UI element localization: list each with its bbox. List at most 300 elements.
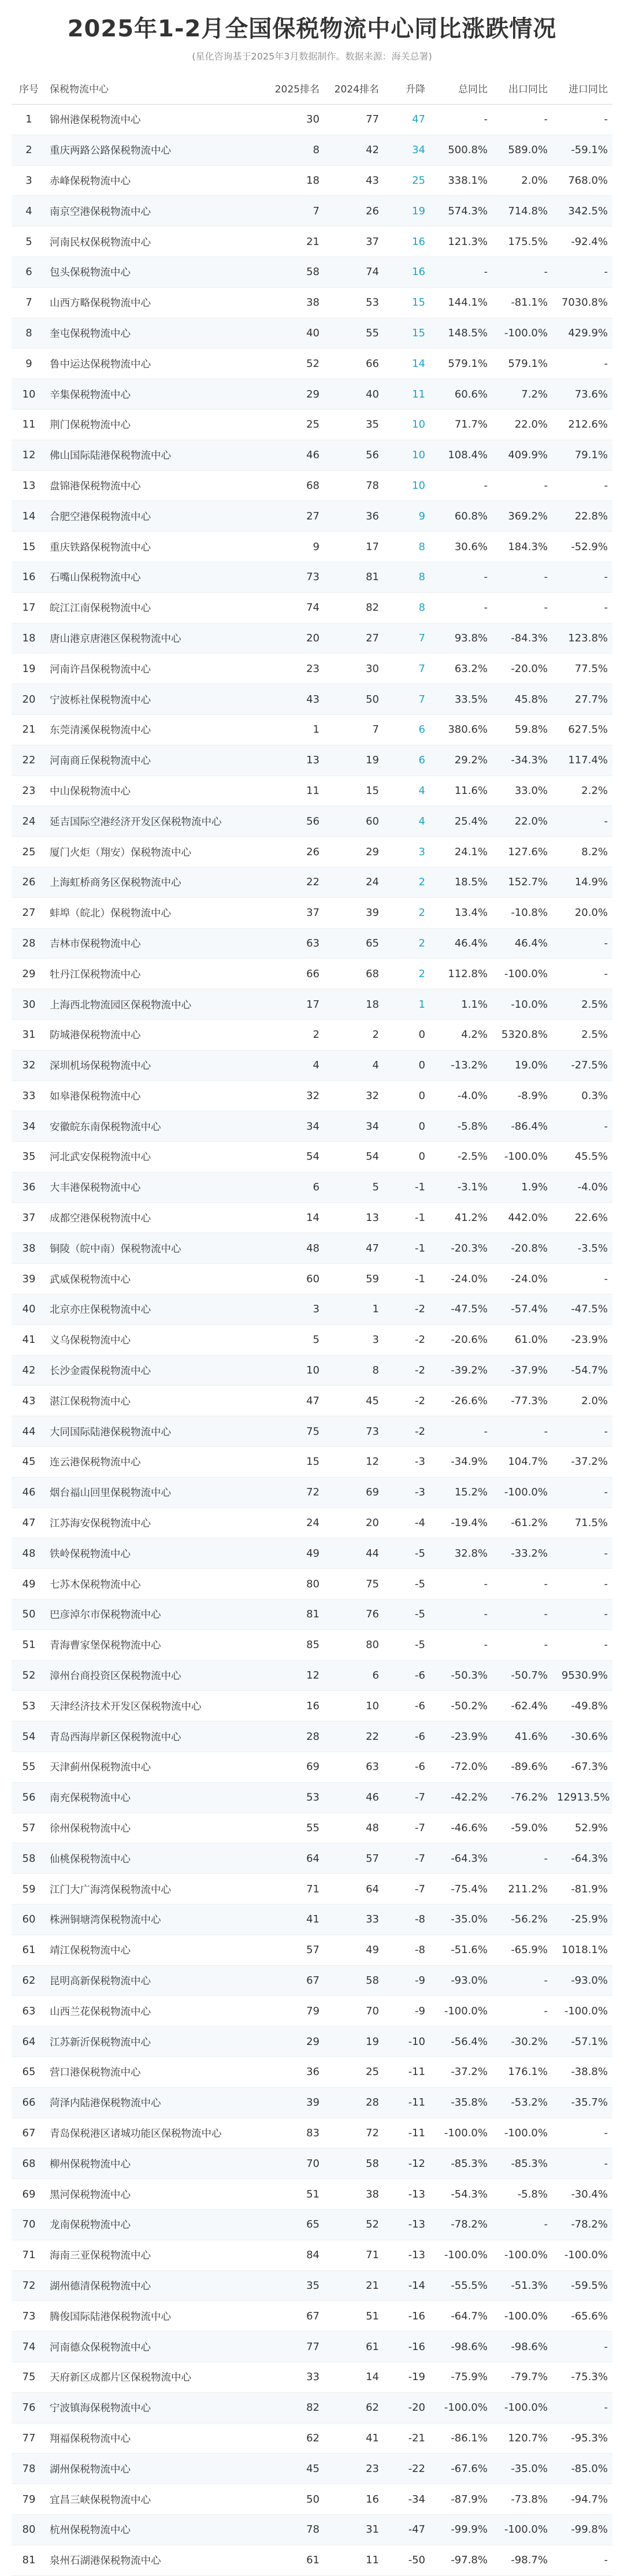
row-index: 54	[12, 1721, 46, 1752]
rank-change: -1	[384, 1202, 430, 1233]
rank-change: -2	[384, 1416, 430, 1447]
row-index: 60	[12, 1905, 46, 1935]
table-row	[12, 1905, 612, 1935]
rank-change: -2	[384, 1355, 430, 1386]
total-yoy: -19.4%	[430, 1508, 492, 1538]
export-yoy: -53.2%	[492, 2087, 552, 2118]
table-row	[12, 2423, 612, 2453]
rank-2024: 8	[324, 1355, 384, 1386]
row-index: 62	[12, 1965, 46, 1996]
page-title: 2025年1-2月全国保税物流中心同比涨跌情况	[67, 16, 557, 42]
rank-2024: 11	[324, 2545, 384, 2575]
table-row	[12, 165, 612, 196]
total-yoy: -39.2%	[430, 1355, 492, 1386]
export-yoy: -79.7%	[492, 2362, 552, 2392]
header-export-yoy: 出口同比	[492, 72, 552, 105]
rank-2025: 13	[265, 745, 324, 775]
rank-change: 7	[384, 654, 430, 684]
rank-change: -34	[384, 2484, 430, 2515]
export-yoy: -50.7%	[492, 1660, 552, 1691]
total-yoy: -	[430, 105, 492, 135]
export-yoy: -	[492, 470, 552, 501]
rank-change: 15	[384, 287, 430, 318]
center-name: 天津蓟州保税物流中心	[46, 1752, 265, 1783]
total-yoy: 148.5%	[430, 318, 492, 348]
rank-2024: 26	[324, 196, 384, 227]
table-row	[12, 1294, 612, 1325]
center-name: 大同国际陆港保税物流中心	[46, 1416, 265, 1447]
import-yoy: 9530.9%	[552, 1660, 612, 1691]
rank-2024: 82	[324, 592, 384, 623]
export-yoy: -62.4%	[492, 1691, 552, 1721]
row-index: 48	[12, 1538, 46, 1569]
export-yoy: -77.3%	[492, 1386, 552, 1416]
total-yoy: -	[430, 257, 492, 287]
row-index: 1	[12, 105, 46, 135]
rank-2024: 13	[324, 1202, 384, 1233]
export-yoy: -89.6%	[492, 1752, 552, 1783]
rank-2024: 76	[324, 1599, 384, 1630]
table-row	[12, 196, 612, 227]
total-yoy: -24.0%	[430, 1264, 492, 1294]
import-yoy: 20.0%	[552, 897, 612, 928]
export-yoy: -65.9%	[492, 1935, 552, 1965]
header-rank-2024: 2024排名	[324, 72, 384, 105]
rank-change: 15	[384, 318, 430, 348]
export-yoy: -100.0%	[492, 1477, 552, 1508]
import-yoy: -100.0%	[552, 2240, 612, 2270]
total-yoy: 13.4%	[430, 897, 492, 928]
import-yoy: -37.2%	[552, 1447, 612, 1478]
export-yoy: -	[492, 105, 552, 135]
rank-2025: 5	[265, 1324, 324, 1355]
total-yoy: -4.0%	[430, 1081, 492, 1111]
rank-change: 4	[384, 806, 430, 837]
table-row	[12, 1233, 612, 1264]
center-name: 厦门火炬（翔安）保税物流中心	[46, 837, 265, 867]
import-yoy: 12913.5%	[552, 1782, 612, 1813]
import-yoy: -	[552, 1416, 612, 1447]
center-name: 武威保税物流中心	[46, 1264, 265, 1294]
center-name: 长沙金霞保税物流中心	[46, 1355, 265, 1386]
row-index: 20	[12, 684, 46, 715]
total-yoy: 112.8%	[430, 959, 492, 989]
rank-2024: 19	[324, 745, 384, 775]
export-yoy: -85.3%	[492, 2148, 552, 2179]
rank-2024: 81	[324, 562, 384, 592]
row-index: 42	[12, 1355, 46, 1386]
rank-change: -9	[384, 1996, 430, 2026]
center-name: 防城港保税物流中心	[46, 1019, 265, 1050]
row-index: 59	[12, 1874, 46, 1905]
table-row	[12, 318, 612, 348]
center-name: 山西方略保税物流中心	[46, 287, 265, 318]
rank-2024: 44	[324, 1538, 384, 1569]
row-index: 16	[12, 562, 46, 592]
row-index: 66	[12, 2087, 46, 2118]
rank-change: -16	[384, 2301, 430, 2332]
rank-change: -6	[384, 1691, 430, 1721]
export-yoy: -57.4%	[492, 1294, 552, 1325]
import-yoy: -	[552, 105, 612, 135]
table-row	[12, 1050, 612, 1081]
import-yoy: -81.9%	[552, 1874, 612, 1905]
rank-2025: 43	[265, 684, 324, 715]
total-yoy: -67.6%	[430, 2453, 492, 2484]
import-yoy: -92.4%	[552, 227, 612, 257]
table-row	[12, 2209, 612, 2240]
center-name: 翔福保税物流中心	[46, 2423, 265, 2453]
table-row	[12, 2545, 612, 2575]
table-row	[12, 2514, 612, 2545]
import-yoy: 27.7%	[552, 684, 612, 715]
total-yoy: -85.3%	[430, 2148, 492, 2179]
rank-2025: 60	[265, 1264, 324, 1294]
rank-2025: 71	[265, 1874, 324, 1905]
row-index: 25	[12, 837, 46, 867]
rank-2024: 61	[324, 2332, 384, 2362]
rank-2025: 6	[265, 1172, 324, 1202]
total-yoy: -2.5%	[430, 1142, 492, 1172]
rank-change: 47	[384, 105, 430, 135]
table-row	[12, 2270, 612, 2301]
rank-change: -2	[384, 1386, 430, 1416]
row-index: 68	[12, 2148, 46, 2179]
rank-change: -7	[384, 1782, 430, 1813]
row-index: 77	[12, 2423, 46, 2453]
row-index: 34	[12, 1111, 46, 1142]
rank-2025: 66	[265, 959, 324, 989]
total-yoy: -87.9%	[430, 2484, 492, 2515]
table-row	[12, 2332, 612, 2362]
table-row	[12, 684, 612, 715]
export-yoy: 61.0%	[492, 1324, 552, 1355]
center-name: 辛集保税物流中心	[46, 379, 265, 410]
table-row	[12, 1202, 612, 1233]
rank-2024: 29	[324, 837, 384, 867]
rank-change: -7	[384, 1874, 430, 1905]
rank-change: -8	[384, 1905, 430, 1935]
rank-2025: 73	[265, 562, 324, 592]
rank-2025: 83	[265, 2118, 324, 2148]
table-row	[12, 2240, 612, 2270]
row-index: 50	[12, 1599, 46, 1630]
center-name: 包头保税物流中心	[46, 257, 265, 287]
rank-2025: 69	[265, 1752, 324, 1783]
rank-change: -47	[384, 2514, 430, 2545]
row-index: 72	[12, 2270, 46, 2301]
rank-2025: 3	[265, 1294, 324, 1325]
rank-2024: 37	[324, 227, 384, 257]
export-yoy: -	[492, 1630, 552, 1660]
import-yoy: -59.5%	[552, 2270, 612, 2301]
rank-change: 2	[384, 867, 430, 897]
center-name: 柳州保税物流中心	[46, 2148, 265, 2179]
center-name: 巴彦淖尔市保税物流中心	[46, 1599, 265, 1630]
total-yoy: -3.1%	[430, 1172, 492, 1202]
export-yoy: -51.3%	[492, 2270, 552, 2301]
rank-change: 10	[384, 409, 430, 440]
total-yoy: -50.2%	[430, 1691, 492, 1721]
export-yoy: 1.9%	[492, 1172, 552, 1202]
rank-2024: 31	[324, 2514, 384, 2545]
rank-2025: 38	[265, 287, 324, 318]
table-row	[12, 287, 612, 318]
total-yoy: -98.6%	[430, 2332, 492, 2362]
row-index: 38	[12, 1233, 46, 1264]
rank-change: 8	[384, 562, 430, 592]
rank-2024: 25	[324, 2057, 384, 2088]
row-index: 4	[12, 196, 46, 227]
center-name: 深圳机场保税物流中心	[46, 1050, 265, 1081]
rank-2025: 58	[265, 257, 324, 287]
header-center-name: 保税物流中心	[46, 72, 265, 105]
rank-change: 19	[384, 196, 430, 227]
rank-change: 0	[384, 1050, 430, 1081]
rank-2025: 49	[265, 1538, 324, 1569]
rank-2024: 21	[324, 2270, 384, 2301]
rank-2024: 48	[324, 1813, 384, 1843]
rank-2025: 78	[265, 2514, 324, 2545]
total-yoy: 380.6%	[430, 714, 492, 745]
export-yoy: -100.0%	[492, 959, 552, 989]
total-yoy: -35.8%	[430, 2087, 492, 2118]
rank-2024: 3	[324, 1324, 384, 1355]
rank-2024: 53	[324, 287, 384, 318]
import-yoy: 79.1%	[552, 440, 612, 470]
import-yoy: -30.6%	[552, 1721, 612, 1752]
import-yoy: -	[552, 2332, 612, 2362]
center-name: 河南商丘保税物流中心	[46, 745, 265, 775]
rank-change: -1	[384, 1264, 430, 1294]
total-yoy: 4.2%	[430, 1019, 492, 1050]
rank-change: -14	[384, 2270, 430, 2301]
table-row	[12, 1111, 612, 1142]
import-yoy: -	[552, 806, 612, 837]
rank-change: 16	[384, 257, 430, 287]
rank-2025: 20	[265, 623, 324, 654]
table-row	[12, 1721, 612, 1752]
import-yoy: -64.3%	[552, 1843, 612, 1874]
row-index: 49	[12, 1569, 46, 1599]
rank-2025: 82	[265, 2392, 324, 2423]
rank-change: -13	[384, 2240, 430, 2270]
rank-2024: 27	[324, 623, 384, 654]
import-yoy: 212.6%	[552, 409, 612, 440]
center-name: 重庆两路公路保税物流中心	[46, 135, 265, 165]
export-yoy: -	[492, 1843, 552, 1874]
rank-2025: 25	[265, 409, 324, 440]
rank-2025: 27	[265, 501, 324, 532]
rank-2025: 62	[265, 2423, 324, 2453]
center-name: 营口港保税物流中心	[46, 2057, 265, 2088]
table-row	[12, 714, 612, 745]
table-row	[12, 1843, 612, 1874]
rank-2024: 22	[324, 1721, 384, 1752]
export-yoy: 45.8%	[492, 684, 552, 715]
table-row	[12, 1416, 612, 1447]
center-name: 吉林市保税物流中心	[46, 928, 265, 959]
total-yoy: 338.1%	[430, 165, 492, 196]
rank-2025: 55	[265, 1813, 324, 1843]
rank-change: -7	[384, 1843, 430, 1874]
import-yoy: -25.9%	[552, 1905, 612, 1935]
rank-2025: 70	[265, 2148, 324, 2179]
center-name: 中山保税物流中心	[46, 775, 265, 806]
table-row	[12, 2453, 612, 2484]
export-yoy: 442.0%	[492, 1202, 552, 1233]
total-yoy: -	[430, 562, 492, 592]
import-yoy: -	[552, 348, 612, 379]
export-yoy: -34.3%	[492, 745, 552, 775]
import-yoy: -47.5%	[552, 1294, 612, 1325]
row-index: 65	[12, 2057, 46, 2088]
rank-change: -4	[384, 1508, 430, 1538]
rank-2025: 29	[265, 2026, 324, 2057]
table-row	[12, 959, 612, 989]
rank-2024: 68	[324, 959, 384, 989]
center-name: 河南民权保税物流中心	[46, 227, 265, 257]
rank-change: 4	[384, 775, 430, 806]
row-index: 36	[12, 1172, 46, 1202]
rank-change: 0	[384, 1111, 430, 1142]
table-row	[12, 2392, 612, 2423]
center-name: 河南德众保税物流中心	[46, 2332, 265, 2362]
total-yoy: 11.6%	[430, 775, 492, 806]
table-row	[12, 1569, 612, 1599]
total-yoy: -54.3%	[430, 2179, 492, 2210]
rank-change: -6	[384, 1721, 430, 1752]
total-yoy: -56.4%	[430, 2026, 492, 2057]
export-yoy: -	[492, 562, 552, 592]
import-yoy: -	[552, 1538, 612, 1569]
rank-2025: 10	[265, 1355, 324, 1386]
export-yoy: -100.0%	[492, 1142, 552, 1172]
rank-2025: 26	[265, 837, 324, 867]
table-row	[12, 440, 612, 470]
import-yoy: -85.0%	[552, 2453, 612, 2484]
row-index: 18	[12, 623, 46, 654]
rank-change: -11	[384, 2118, 430, 2148]
import-yoy: 1018.1%	[552, 1935, 612, 1965]
import-yoy: -54.7%	[552, 1355, 612, 1386]
import-yoy: -59.1%	[552, 135, 612, 165]
table-row	[12, 2057, 612, 2088]
table-row	[12, 1752, 612, 1783]
rank-2024: 33	[324, 1905, 384, 1935]
export-yoy: -35.0%	[492, 2453, 552, 2484]
center-name: 七苏木保税物流中心	[46, 1569, 265, 1599]
row-index: 39	[12, 1264, 46, 1294]
rank-2025: 72	[265, 1477, 324, 1508]
import-yoy: -67.3%	[552, 1752, 612, 1783]
row-index: 10	[12, 379, 46, 410]
rank-change: -19	[384, 2362, 430, 2392]
rank-change: -22	[384, 2453, 430, 2484]
total-yoy: 60.8%	[430, 501, 492, 532]
center-name: 鲁中运达保税物流中心	[46, 348, 265, 379]
center-name: 宁波栎社保税物流中心	[46, 684, 265, 715]
row-index: 44	[12, 1416, 46, 1447]
center-name: 南京空港保税物流中心	[46, 196, 265, 227]
rank-2024: 17	[324, 532, 384, 562]
center-name: 宁波镇海保税物流中心	[46, 2392, 265, 2423]
rank-2025: 79	[265, 1996, 324, 2026]
import-yoy: -100.0%	[552, 1996, 612, 2026]
rank-change: -11	[384, 2087, 430, 2118]
total-yoy: -50.3%	[430, 1660, 492, 1691]
total-yoy: -78.2%	[430, 2209, 492, 2240]
center-name: 菏泽内陆港保税物流中心	[46, 2087, 265, 2118]
rank-2025: 36	[265, 2057, 324, 2088]
export-yoy: 19.0%	[492, 1050, 552, 1081]
table-row	[12, 1538, 612, 1569]
table-row	[12, 897, 612, 928]
rank-change: -2	[384, 1324, 430, 1355]
rank-2025: 22	[265, 867, 324, 897]
rank-2025: 35	[265, 2270, 324, 2301]
rank-2025: 1	[265, 714, 324, 745]
center-name: 腾俊国际陆港保税物流中心	[46, 2301, 265, 2332]
table-row	[12, 2484, 612, 2515]
center-name: 南充保税物流中心	[46, 1782, 265, 1813]
rank-2024: 30	[324, 654, 384, 684]
rank-change: 8	[384, 592, 430, 623]
rank-change: -2	[384, 1294, 430, 1325]
center-name: 靖江保税物流中心	[46, 1935, 265, 1965]
rank-2025: 75	[265, 1416, 324, 1447]
rank-2025: 57	[265, 1935, 324, 1965]
rank-change: -1	[384, 1172, 430, 1202]
center-name: 湛江保税物流中心	[46, 1386, 265, 1416]
rank-2024: 78	[324, 470, 384, 501]
import-yoy: -38.8%	[552, 2057, 612, 2088]
rank-2024: 23	[324, 2453, 384, 2484]
center-name: 牡丹江保税物流中心	[46, 959, 265, 989]
rank-change: -8	[384, 1935, 430, 1965]
rank-2024: 32	[324, 1081, 384, 1111]
total-yoy: 71.7%	[430, 409, 492, 440]
table-row	[12, 775, 612, 806]
import-yoy: 2.2%	[552, 775, 612, 806]
row-index: 58	[12, 1843, 46, 1874]
export-yoy: -100.0%	[492, 2514, 552, 2545]
rank-2024: 43	[324, 165, 384, 196]
table-row	[12, 867, 612, 897]
rank-2025: 11	[265, 775, 324, 806]
export-yoy: 7.2%	[492, 379, 552, 410]
row-index: 5	[12, 227, 46, 257]
total-yoy: -64.3%	[430, 1843, 492, 1874]
rank-change: -5	[384, 1599, 430, 1630]
row-index: 8	[12, 318, 46, 348]
row-index: 53	[12, 1691, 46, 1721]
import-yoy: -	[552, 562, 612, 592]
export-yoy: -100.0%	[492, 2118, 552, 2148]
table-row	[12, 1660, 612, 1691]
total-yoy: 93.8%	[430, 623, 492, 654]
export-yoy: -24.0%	[492, 1264, 552, 1294]
rank-2025: 48	[265, 1233, 324, 1264]
rank-2024: 60	[324, 806, 384, 837]
center-name: 龙南保税物流中心	[46, 2209, 265, 2240]
header-rank-change: 升降	[384, 72, 430, 105]
import-yoy: -	[552, 2545, 612, 2575]
center-name: 江苏海安保税物流中心	[46, 1508, 265, 1538]
rank-2024: 5	[324, 1172, 384, 1202]
rank-2025: 9	[265, 532, 324, 562]
import-yoy: 22.6%	[552, 1202, 612, 1233]
